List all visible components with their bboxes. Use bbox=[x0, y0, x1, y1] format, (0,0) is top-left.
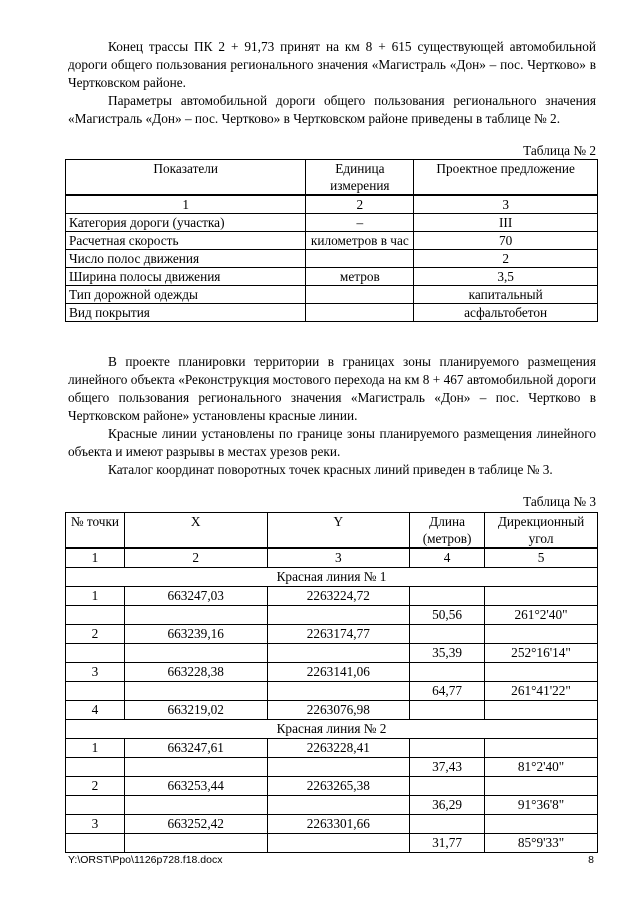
point-number: 3 bbox=[66, 663, 125, 682]
segment-angle: 91°36'8" bbox=[485, 796, 598, 815]
col-number: 3 bbox=[267, 548, 410, 568]
point-number: 4 bbox=[66, 701, 125, 720]
table-header-row bbox=[66, 160, 598, 196]
table-header-row bbox=[66, 513, 598, 549]
table-row bbox=[66, 286, 598, 304]
table-row bbox=[66, 834, 598, 853]
segment-angle: 81°2'40" bbox=[485, 758, 598, 777]
paragraph-road-params: Параметры автомобильной дороги общего пользования регионального значения «Магистраль «Дон» – пос. Чертково» в Чертковском районе приведены в таблице № 2. bbox=[68, 93, 596, 126]
paragraph-route-end: Конец трассы ПК 2 + 91,73 принят на км 8 + 615 существующей автомобильной дороги общего пользования регионального значения «Магистраль «Дон» – пос. Чертково» в Чертковском районе. bbox=[68, 39, 596, 90]
table3-caption: Таблица № 3 bbox=[523, 494, 596, 509]
param-value: III bbox=[414, 214, 598, 232]
param-value: 2 bbox=[414, 250, 598, 268]
col-number: 4 bbox=[410, 548, 485, 568]
table-row bbox=[66, 701, 598, 720]
table-row bbox=[66, 625, 598, 644]
param-unit bbox=[306, 286, 414, 304]
point-x: 663253,44 bbox=[124, 777, 267, 796]
header-length: Длина (метров) bbox=[410, 513, 485, 549]
point-x: 663239,16 bbox=[124, 625, 267, 644]
table-row bbox=[66, 606, 598, 625]
table-row bbox=[66, 304, 598, 322]
param-value: асфальтобетон bbox=[414, 304, 598, 322]
segment-length: 31,77 bbox=[410, 834, 485, 853]
point-number: 1 bbox=[66, 739, 125, 758]
table-row bbox=[66, 663, 598, 682]
segment-angle: 85°9'33" bbox=[485, 834, 598, 853]
param-value: 3,5 bbox=[414, 268, 598, 286]
param-unit: метров bbox=[306, 268, 414, 286]
red-line-1-title: Красная линия № 1 bbox=[66, 568, 598, 587]
point-y: 2263224,72 bbox=[267, 587, 410, 606]
point-number: 1 bbox=[66, 587, 125, 606]
table-row bbox=[66, 587, 598, 606]
table-row bbox=[66, 644, 598, 663]
point-number: 3 bbox=[66, 815, 125, 834]
param-unit: километров в час bbox=[306, 232, 414, 250]
point-y: 2263301,66 bbox=[267, 815, 410, 834]
point-x: 663252,42 bbox=[124, 815, 267, 834]
col-number: 1 bbox=[66, 548, 125, 568]
table-row bbox=[66, 758, 598, 777]
param-name: Категория дороги (участка) bbox=[66, 214, 306, 232]
param-value: капитальный bbox=[414, 286, 598, 304]
segment-length: 35,39 bbox=[410, 644, 485, 663]
point-y: 2263076,98 bbox=[267, 701, 410, 720]
table2-caption: Таблица № 2 bbox=[523, 143, 596, 158]
table-number-row bbox=[66, 548, 598, 568]
road-parameters-table bbox=[65, 159, 598, 322]
point-y: 2263141,06 bbox=[267, 663, 410, 682]
table-row bbox=[66, 815, 598, 834]
segment-length: 50,56 bbox=[410, 606, 485, 625]
point-number: 2 bbox=[66, 777, 125, 796]
table-row bbox=[66, 214, 598, 232]
param-unit bbox=[306, 304, 414, 322]
param-name: Расчетная скорость bbox=[66, 232, 306, 250]
table-row bbox=[66, 682, 598, 701]
point-x: 663247,03 bbox=[124, 587, 267, 606]
header-x: X bbox=[124, 513, 267, 549]
segment-angle: 261°41'22" bbox=[485, 682, 598, 701]
header-indicator: Показатели bbox=[66, 160, 306, 196]
header-angle: Дирекционный угол bbox=[485, 513, 598, 549]
segment-length: 64,77 bbox=[410, 682, 485, 701]
table-row bbox=[66, 739, 598, 758]
col-number: 1 bbox=[66, 195, 306, 214]
point-x: 663247,61 bbox=[124, 739, 267, 758]
col-number: 2 bbox=[306, 195, 414, 214]
page-number: 8 bbox=[588, 854, 594, 866]
point-y: 2263174,77 bbox=[267, 625, 410, 644]
paragraph-red-lines: В проекте планировки территории в границах зоны планируемого размещения линейного объекта «Реконструкция мостового перехода на км 8 + 467 автомобильной дороги общего пользования регионального значения «Магистраль «Дон» – пос. Чертково в Чертковском районе» установлены красные линии. bbox=[68, 354, 596, 423]
table-row bbox=[66, 250, 598, 268]
param-name: Число полос движения bbox=[66, 250, 306, 268]
header-y: Y bbox=[267, 513, 410, 549]
table-row bbox=[66, 796, 598, 815]
segment-length: 37,43 bbox=[410, 758, 485, 777]
param-unit bbox=[306, 250, 414, 268]
section-row bbox=[66, 568, 598, 587]
param-name: Ширина полосы движения bbox=[66, 268, 306, 286]
table-number-row bbox=[66, 195, 598, 214]
col-number: 2 bbox=[124, 548, 267, 568]
param-name: Тип дорожной одежды bbox=[66, 286, 306, 304]
table-row bbox=[66, 268, 598, 286]
table-row bbox=[66, 777, 598, 796]
param-name: Вид покрытия bbox=[66, 304, 306, 322]
paragraph-catalog: Каталог координат поворотных точек красных линий приведен в таблице № 3. bbox=[108, 462, 553, 477]
header-unit: Единица измерения bbox=[306, 160, 414, 196]
segment-angle: 261°2'40" bbox=[485, 606, 598, 625]
segment-angle: 252°16'14" bbox=[485, 644, 598, 663]
param-value: 70 bbox=[414, 232, 598, 250]
point-y: 2263265,38 bbox=[267, 777, 410, 796]
point-y: 2263228,41 bbox=[267, 739, 410, 758]
red-line-2-title: Красная линия № 2 bbox=[66, 720, 598, 739]
point-x: 663228,38 bbox=[124, 663, 267, 682]
paragraph-red-lines-border: Красные линии установлены по границе зоны планируемого размещения линейного объекта и имеют разрывы в местах урезов реки. bbox=[68, 426, 596, 459]
point-x: 663219,02 bbox=[124, 701, 267, 720]
param-unit: – bbox=[306, 214, 414, 232]
table-row bbox=[66, 232, 598, 250]
section-row bbox=[66, 720, 598, 739]
segment-length: 36,29 bbox=[410, 796, 485, 815]
point-number: 2 bbox=[66, 625, 125, 644]
coordinates-table bbox=[65, 512, 598, 853]
col-number: 3 bbox=[414, 195, 598, 214]
header-proposal: Проектное предложение bbox=[414, 160, 598, 196]
col-number: 5 bbox=[485, 548, 598, 568]
footer-file-path: Y:\ORST\Ppo\1126p728.f18.docx bbox=[68, 854, 223, 866]
header-point-number: № точки bbox=[66, 513, 125, 549]
